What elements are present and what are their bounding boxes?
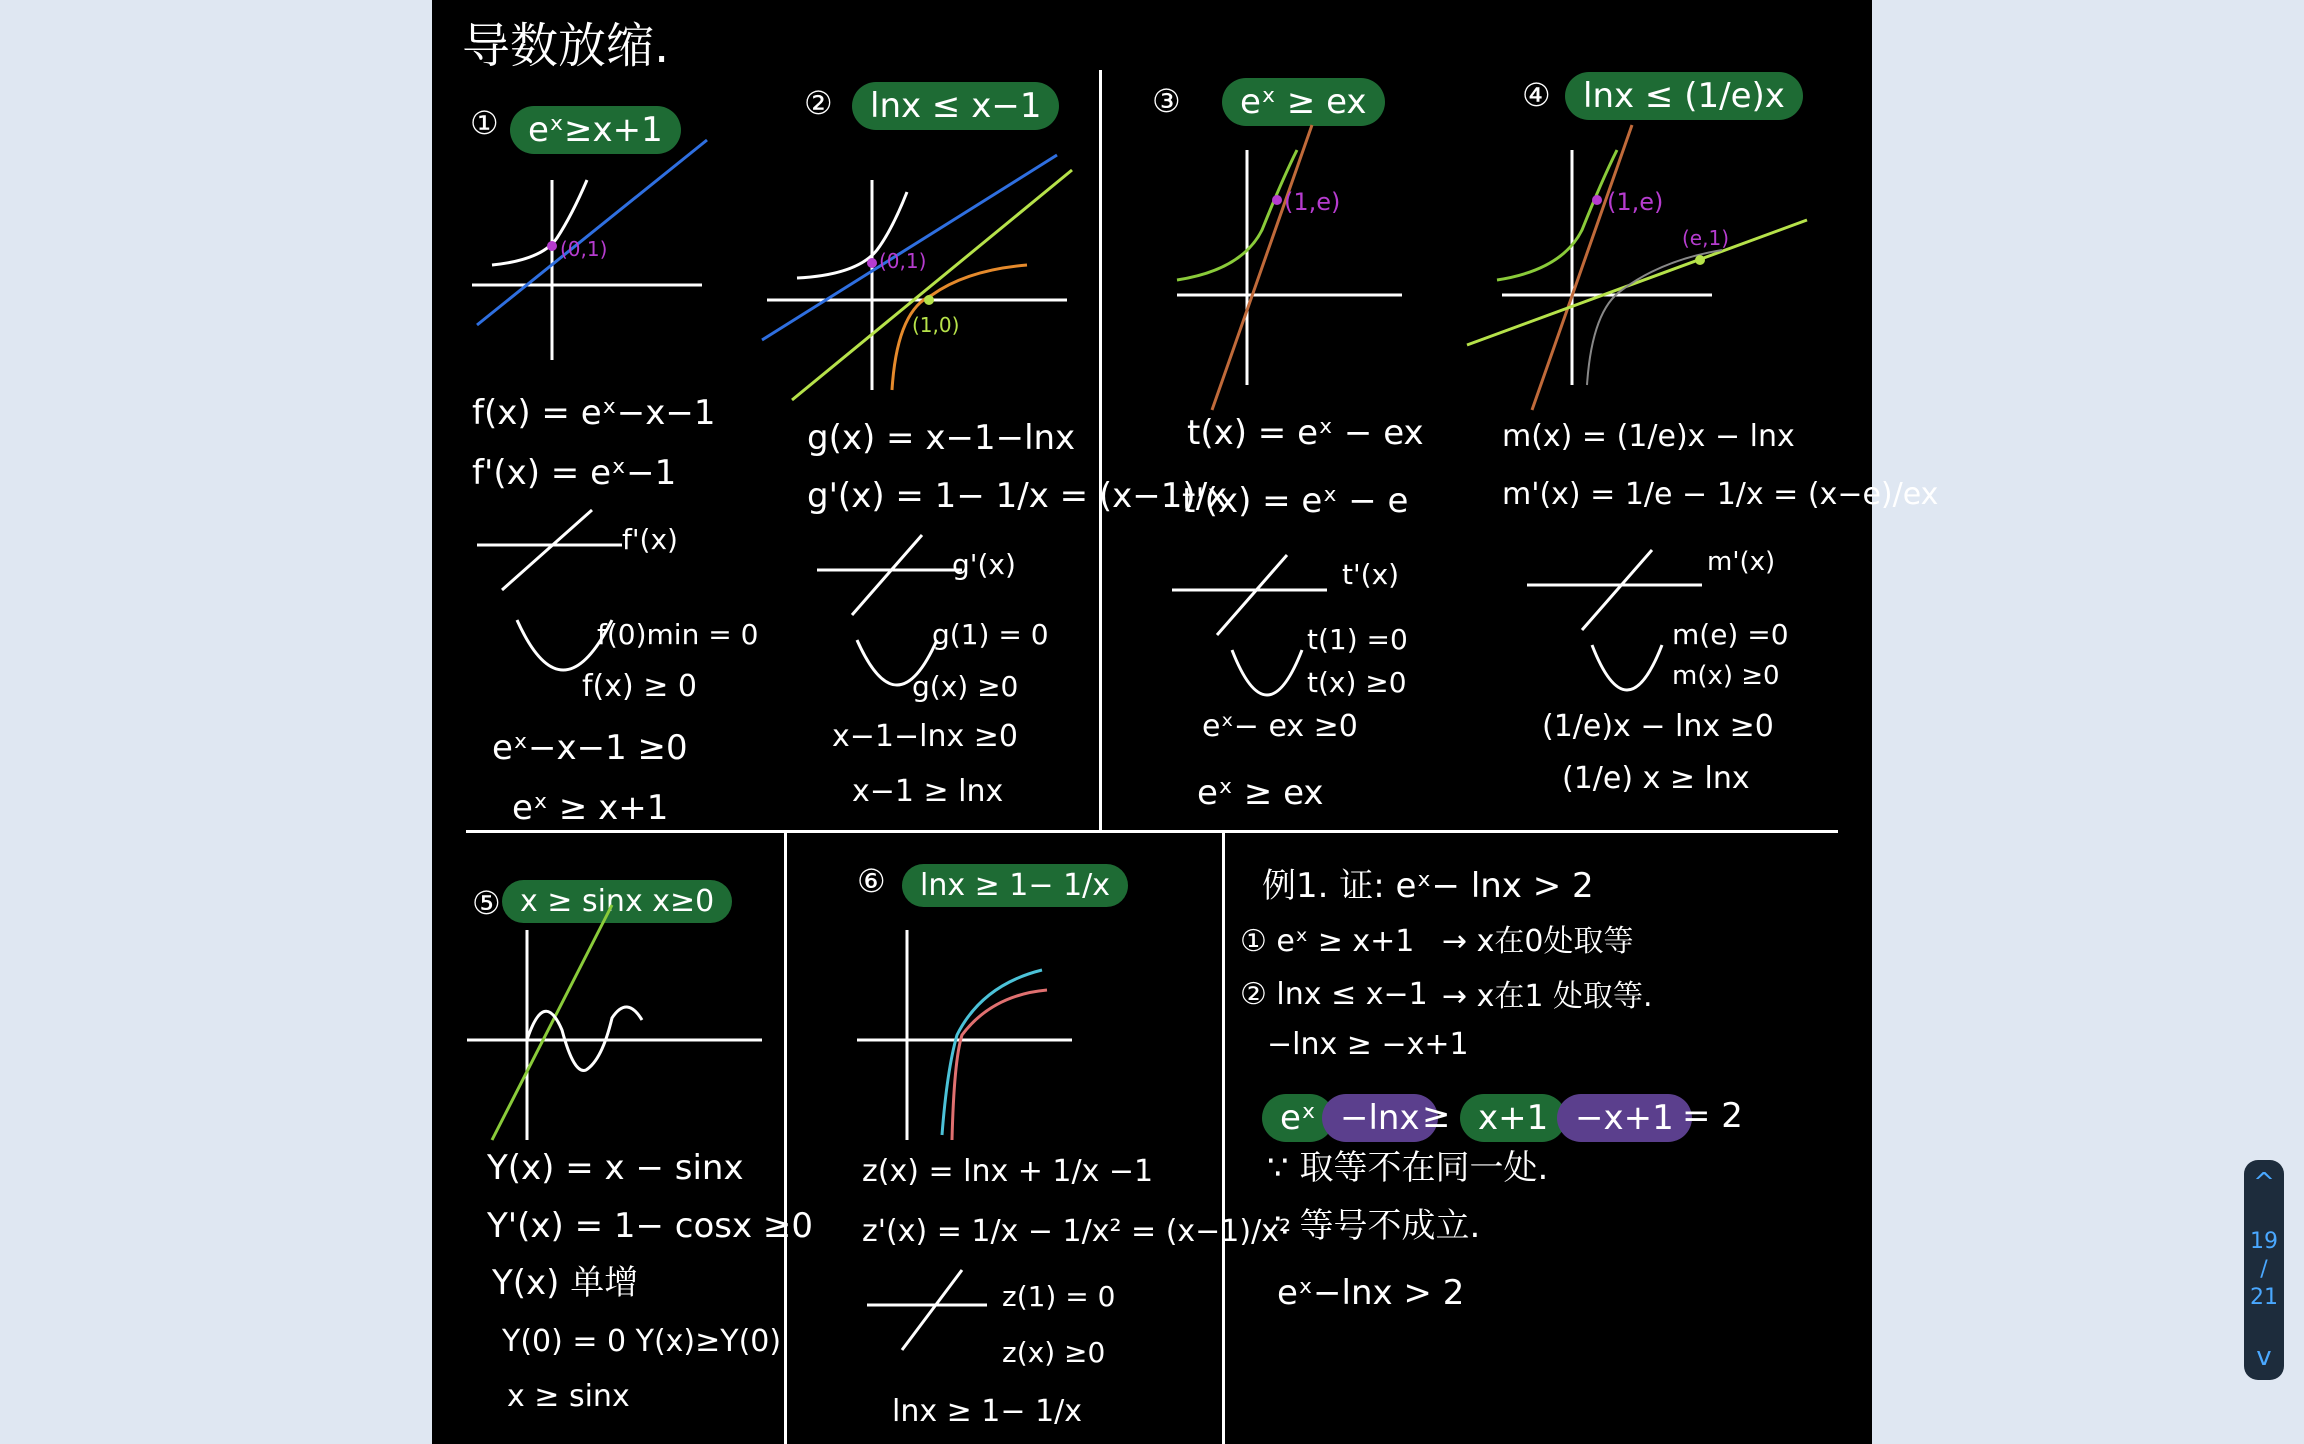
s1-sign-chart [472, 500, 632, 600]
section-4-point-1: (1,e) [1607, 188, 1664, 216]
s1-min: f(0)min = 0 [597, 618, 759, 651]
section-3-pill: eˣ ≥ ex [1222, 78, 1385, 126]
section-2-graph [757, 150, 1087, 410]
section-6-number: ⑥ [857, 862, 886, 900]
s6-res: lnx ≥ 1− 1/x [892, 1394, 1083, 1429]
s2-g: g(x) = x−1−lnx [807, 418, 1076, 458]
s3-t: t(x) = eˣ − ex [1187, 413, 1424, 453]
ex-chip-1: eˣ [1262, 1094, 1334, 1142]
section-4-graph [1462, 120, 1822, 420]
s6-zp: z'(x) = 1/x − 1/x² = (x−1)/x² [862, 1214, 1291, 1249]
s4-mp: m'(x) = 1/e − 1/x = (x−e)/ex [1502, 477, 1939, 512]
ex-chip-6: = 2 [1682, 1096, 1743, 1136]
ex-r2: ∴ 等号不成立. [1267, 1206, 1481, 1246]
s4-ineq: (1/e)x − lnx ≥0 [1542, 709, 1774, 744]
s3-min: t(1) =0 [1307, 623, 1408, 656]
s5-y0: Y(0) = 0 Y(x)≥Y(0) [502, 1324, 782, 1359]
s4-parabola [1587, 635, 1667, 705]
divider-v3 [1222, 833, 1225, 1444]
ex-r1: ∵ 取等不在同一处. [1267, 1148, 1549, 1188]
section-5-graph [462, 900, 772, 1150]
s1-f: f(x) = eˣ−x−1 [472, 393, 716, 433]
s1-ge0: f(x) ≥ 0 [582, 669, 698, 704]
section-5-number: ⑤ [472, 884, 501, 922]
s3-ineq: eˣ− ex ≥0 [1202, 709, 1358, 744]
divider-v2 [784, 833, 787, 1444]
page-title: 导数放缩. [462, 18, 670, 74]
s5-yp: Y'(x) = 1− cosx ≥0 [487, 1206, 814, 1246]
section-6-pill: lnx ≥ 1− 1/x [902, 864, 1128, 907]
ex-chip-3: ≥ [1422, 1096, 1451, 1136]
section-5-pill: x ≥ sinx x≥0 [502, 880, 732, 923]
s5-y: Y(x) = x − sinx [487, 1148, 744, 1188]
ex-head: 例1. 证: eˣ− lnx > 2 [1262, 866, 1594, 906]
section-1-graph [452, 120, 732, 370]
s2-ge0: g(x) ≥0 [912, 670, 1019, 703]
section-2-point-2: (1,0) [912, 313, 960, 337]
s1-fp: f'(x) = eˣ−1 [472, 453, 677, 493]
s4-min: m(e) =0 [1672, 618, 1789, 651]
s6-sign-chart [862, 1265, 992, 1355]
s2-sign-chart [812, 530, 972, 620]
section-3-point: (1,e) [1284, 188, 1341, 216]
section-6-graph [852, 910, 1092, 1150]
s5-mono: Y(x) 单增 [492, 1263, 639, 1303]
slide [432, 0, 1939, 1444]
s1-fpl: f'(x) [622, 523, 678, 556]
ex-chip-5: −x+1 [1557, 1094, 1692, 1142]
section-1-point: (0,1) [560, 237, 608, 261]
ex-chip-4: x+1 [1460, 1094, 1566, 1142]
divider-v1 [1099, 70, 1102, 830]
s4-res: (1/e) x ≥ lnx [1562, 761, 1750, 796]
s3-tp: t'(x) = eˣ − e [1182, 481, 1409, 521]
s2-ineq: x−1−lnx ≥0 [832, 719, 1018, 754]
s3-res: eˣ ≥ ex [1197, 773, 1324, 813]
section-2-pill: lnx ≤ x−1 [852, 82, 1059, 130]
chevron-up-icon[interactable]: ^ [2253, 1168, 2275, 1198]
ex-l2: ② lnx ≤ x−1 [1240, 977, 1428, 1012]
chevron-down-icon[interactable]: v [2256, 1342, 2272, 1372]
section-1-number: ① [470, 104, 499, 142]
page-separator: / [2260, 1257, 2268, 1282]
page-navigator [2244, 1160, 2284, 1380]
section-2-number: ② [804, 84, 833, 122]
s4-ge0: m(x) ≥0 [1672, 661, 1780, 691]
s2-min: g(1) = 0 [932, 618, 1049, 651]
current-page: 19 [2250, 1229, 2278, 1254]
s2-gpl: g'(x) [952, 548, 1016, 581]
s4-m: m(x) = (1/e)x − lnx [1502, 419, 1795, 454]
section-3-number: ③ [1152, 82, 1181, 120]
s6-z: z(x) = lnx + 1/x −1 [862, 1154, 1154, 1189]
ex-l1: ① eˣ ≥ x+1 [1240, 924, 1415, 959]
total-pages: 21 [2250, 1285, 2278, 1310]
section-4-number: ④ [1522, 76, 1551, 114]
s2-res: x−1 ≥ lnx [852, 774, 1004, 809]
s6-ge0: z(x) ≥0 [1002, 1336, 1106, 1369]
s1-ineq: eˣ−x−1 ≥0 [492, 728, 688, 768]
section-2-point-1: (0,1) [879, 249, 927, 273]
s3-ge0: t(x) ≥0 [1307, 666, 1407, 699]
ex-a2: → x在1 处取等. [1442, 979, 1653, 1014]
section-4-pill: lnx ≤ (1/e)x [1565, 72, 1803, 120]
ex-l3: −lnx ≥ −x+1 [1267, 1027, 1469, 1062]
ex-r3: eˣ−lnx > 2 [1277, 1273, 1465, 1313]
ex-chip-2: −lnx [1322, 1094, 1438, 1142]
s4-mpl: m'(x) [1707, 547, 1776, 577]
ex-a1: → x在0处取等 [1442, 924, 1634, 959]
s3-parabola [1227, 640, 1307, 710]
s2-gp: g'(x) = 1− 1/x = (x−1)/x [807, 476, 1228, 516]
section-1-pill: eˣ≥x+1 [510, 106, 681, 154]
page-indicator [2250, 1228, 2278, 1312]
divider-h [466, 830, 1838, 833]
s5-res: x ≥ sinx [507, 1379, 630, 1414]
s3-tpl: t'(x) [1342, 558, 1400, 591]
s1-res: eˣ ≥ x+1 [512, 788, 669, 828]
section-3-graph [1162, 120, 1422, 420]
section-4-point-2: (e,1) [1682, 226, 1729, 250]
s6-z1: z(1) = 0 [1002, 1280, 1116, 1313]
